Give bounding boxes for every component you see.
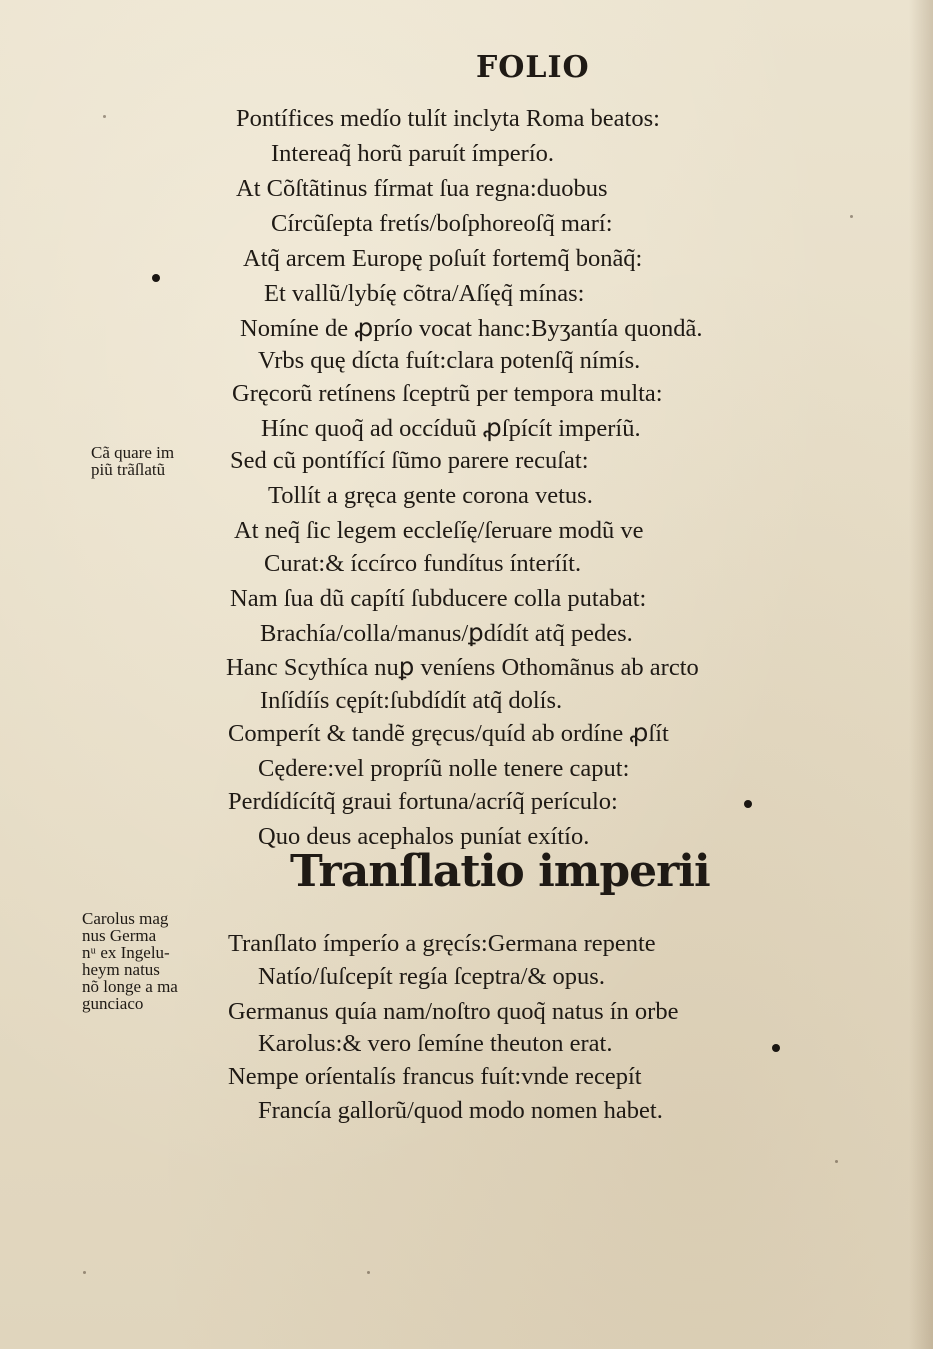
margin-note: Cã quare im piũ trãſlatũ	[91, 443, 175, 479]
verse-line: Natío/ſuſcepít regía ſceptra/& opus.	[258, 963, 605, 990]
verse-line: Atq̃ arcem Europę poſuít fortemq̃ bonãq̃:	[243, 245, 643, 272]
verse-line: Gręcorũ retínens ſceptrũ per tempora multa:	[232, 380, 663, 407]
verse-line: Karolus:& vero ſemíne theuton erat.	[258, 1030, 613, 1057]
verse-line: At Cõſtãtinus fírmat ſua regna:duobus	[236, 175, 608, 202]
verse-line: Hanc Scythíca nuꝑ veníens Othomãnus ab arcto	[226, 654, 699, 681]
paper-speck	[103, 115, 106, 118]
verse-line: Nomíne de ꝓprío vocat hanc:Byʒantía quondã.	[240, 315, 703, 342]
verse-line: Pontífices medío tulít inclyta Roma beatos:	[236, 105, 660, 132]
verse-line: Intereaq̃ horũ paruít ímperío.	[271, 140, 555, 167]
paper-speck	[367, 1271, 370, 1274]
verse-line: Germanus quía nam/noſtro quoq̃ natus ín orbe	[228, 998, 679, 1025]
verse-line: Tranſlato ímperío a gręcís:Germana repente	[228, 930, 656, 957]
margin-note: Carolus mag nus Germa nᵘ ex Ingelu- heym natus nõ longe a ma gunciaco	[82, 909, 178, 1013]
paper-speck	[835, 1160, 838, 1163]
folio-header: FOLIO	[476, 50, 590, 85]
page-edge-shadow	[909, 0, 933, 1349]
verse-line: Nam ſua dũ capítí ſubducere colla putabat:	[230, 585, 647, 612]
verse-line: Francía gallorũ/quod modo nomen habet.	[258, 1097, 663, 1124]
ornament-dot	[152, 274, 160, 282]
paper-speck	[83, 1271, 86, 1274]
verse-line: Vrbs quę dícta fuít:clara potenſq̃ nímís.	[258, 347, 641, 374]
verse-line: Tollít a gręca gente corona vetus.	[268, 482, 593, 509]
verse-line: Quo deus acephalos puníat exítío.	[258, 823, 590, 850]
verse-line: Et vallũ/lybíę cõtra/Aſíęq̃ mínas:	[264, 280, 585, 307]
verse-line: Brachía/colla/manus/ꝑdídít atq̃ pedes.	[260, 620, 633, 647]
verse-line: Inſídíís cępít:ſubdídít atq̃ dolís.	[260, 687, 563, 714]
verse-line: Cędere:vel propríũ nolle tenere caput:	[258, 755, 630, 782]
verse-line: Sed cũ pontífící ſũmo parere recuſat:	[230, 447, 589, 474]
verse-line: Curat:& íccírco fundítus ínteríít.	[264, 550, 582, 577]
section-heading: Tranſlatio imperii	[290, 846, 710, 897]
verse-line: At neq̃ ſic legem eccleſíę/ſeruare modũ ve	[234, 517, 644, 544]
verse-line: Nempe oríentalís francus fuít:vnde recepít	[228, 1063, 642, 1090]
verse-line: Hínc quoq̃ ad occíduũ ꝓſpícít imperíũ.	[261, 415, 641, 442]
ornament-dot	[744, 800, 752, 808]
ornament-dot	[772, 1044, 780, 1052]
verse-line: Círcũſepta fretís/boſphoreoſq̃ marí:	[271, 210, 613, 237]
verse-line: Comperít & tandẽ gręcus/quíd ab ordíne ꝓſít	[228, 720, 669, 747]
paper-speck	[850, 215, 853, 218]
verse-line: Perdídícítq̃ graui fortuna/acríq̃ perículo:	[228, 788, 618, 815]
